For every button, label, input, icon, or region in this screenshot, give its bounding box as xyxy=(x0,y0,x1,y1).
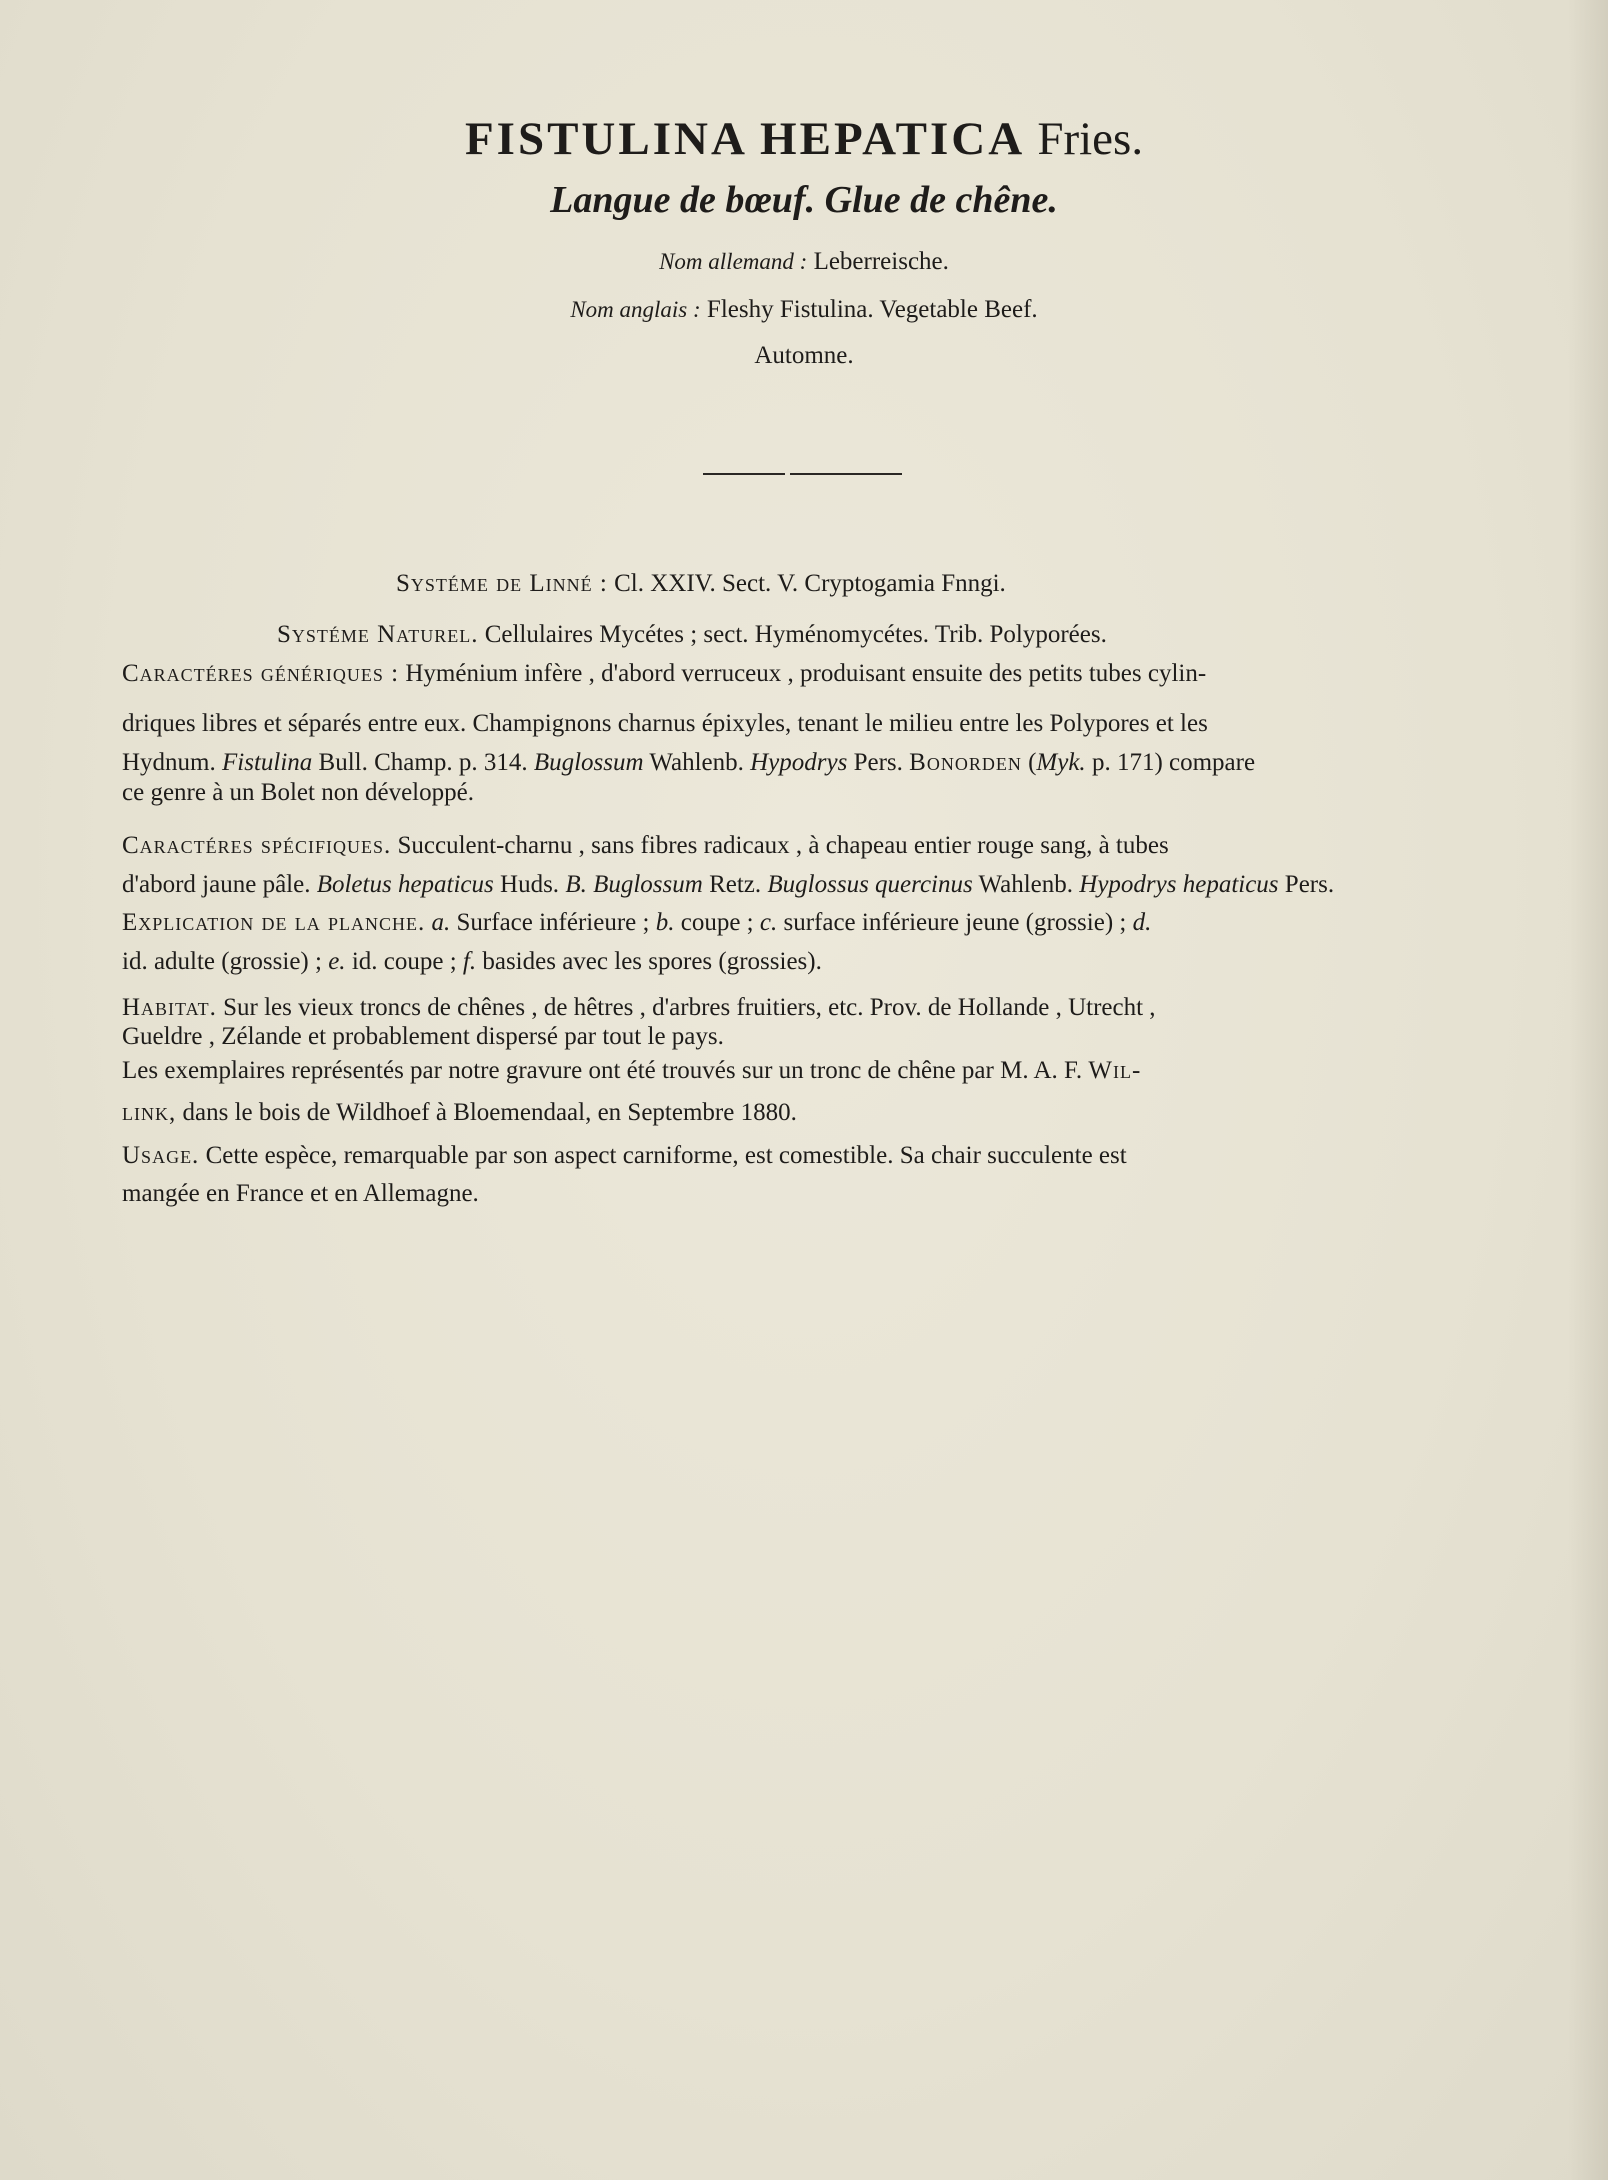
fig-a: a. xyxy=(431,909,451,936)
systeme-linne xyxy=(396,571,1006,596)
specimens-collector-1: Wil- xyxy=(1088,1057,1142,1084)
fig-d: d. xyxy=(1132,909,1152,936)
specific-characters-label: Caractéres spécifiques. xyxy=(122,832,392,859)
usage-line-1 xyxy=(122,1143,1127,1168)
generic-characters-line-1 xyxy=(122,661,1206,686)
text-boletus-hepaticus: Boletus hepaticus xyxy=(316,871,494,898)
usage-line-2: mangée en France et en Allemagne. xyxy=(122,1180,479,1207)
specimens-line-2 xyxy=(122,1100,797,1125)
english-name-value: Fleshy Fistulina. Vegetable Beef. xyxy=(706,296,1038,323)
systeme-naturel-label: Systéme Naturel. xyxy=(277,621,479,648)
text-huds: Huds. xyxy=(500,871,560,898)
text-wahlenb-2: Wahlenb. xyxy=(978,871,1074,898)
fig-b: b. xyxy=(655,909,675,936)
habitat-label: Habitat. xyxy=(122,994,217,1021)
text-myk: Myk. xyxy=(1036,749,1086,776)
text-pers-2: Pers. xyxy=(1284,871,1335,898)
habitat-line-2: Gueldre , Zélande et probablement dispersé par tout le pays. xyxy=(122,1023,724,1050)
text-buglossum: Buglossum xyxy=(533,749,644,776)
specific-characters-line-1 xyxy=(122,833,1169,858)
text-open-paren: ( xyxy=(1028,749,1037,776)
english-name xyxy=(0,296,1608,324)
text-page-compare: p. 171) compare xyxy=(1091,749,1256,776)
specimens-collector-2: link, xyxy=(122,1099,177,1126)
german-name-value: Leberreische. xyxy=(813,248,949,275)
fig-a-text: Surface inférieure ; xyxy=(456,909,650,936)
page-title xyxy=(0,112,1608,166)
page-edge-shadow xyxy=(1568,0,1608,2180)
fig-b-text: coupe ; xyxy=(680,909,754,936)
generic-characters-line-3 xyxy=(122,750,1255,775)
plate-explanation-label: Explication de la planche. xyxy=(122,909,426,936)
title-main: FISTULINA HEPATICA xyxy=(464,113,1023,165)
systeme-naturel xyxy=(277,622,1107,647)
text-hypodrys-hepaticus: Hypodrys hepaticus xyxy=(1079,871,1279,898)
specimens-text-2: dans le bois de Wildhoef à Bloemendaal, en Septembre 1880. xyxy=(182,1099,797,1126)
text-pers: Pers. xyxy=(853,749,903,776)
german-name-label: Nom allemand : xyxy=(659,249,808,274)
fig-e: e. xyxy=(328,948,346,975)
divider-rule-right xyxy=(790,473,902,475)
habitat-line-1 xyxy=(122,995,1156,1020)
usage-text-1: Cette espèce, remarquable par son aspect carniforme, est comestible. Sa chair succulente est xyxy=(205,1142,1127,1169)
fig-c-text: surface inférieure jeune (grossie) ; xyxy=(783,909,1127,936)
plate-explanation-line-1 xyxy=(122,910,1151,935)
specimens-text-1: Les exemplaires représentés par notre gravure ont été trouvés sur un tronc de chêne par M. A. F. xyxy=(122,1057,1083,1084)
systeme-linne-text: Cl. XXIV. Sect. V. Cryptogamia Fnngi. xyxy=(614,570,1006,597)
text-hypodrys: Hypodrys xyxy=(750,749,848,776)
title-author: Fries. xyxy=(1037,113,1144,165)
page-subtitle: Langue de bœuf. Glue de chêne. xyxy=(550,179,1058,221)
systeme-linne-label: Systéme de Linné : xyxy=(396,570,608,597)
generic-characters-line-4: ce genre à un Bolet non développé. xyxy=(122,779,474,806)
season: Automne. xyxy=(754,342,854,369)
text-fistulina: Fistulina xyxy=(222,749,313,776)
text-buglossus-quercinus: Buglossus quercinus xyxy=(767,871,973,898)
divider-rule-left xyxy=(703,473,785,475)
text-wahlenb: Wahlenb. xyxy=(649,749,744,776)
fig-e-text: id. coupe ; xyxy=(351,948,457,975)
specific-characters-line-2 xyxy=(122,872,1334,897)
english-name-label: Nom anglais : xyxy=(570,297,701,322)
text-jaune-pale: d'abord jaune pâle. xyxy=(122,871,311,898)
text-hydnum: Hydnum. xyxy=(122,749,216,776)
generic-characters-line-2: driques libres et séparés entre eux. Champignons charnus épixyles, tenant le milieu entre les Polypores et les xyxy=(122,710,1208,737)
text-bonorden: Bonorden xyxy=(909,749,1022,776)
fig-f: f. xyxy=(462,948,477,975)
german-name xyxy=(0,248,1608,276)
text-bull-champ: Bull. Champ. p. 314. xyxy=(318,749,528,776)
text-retz: Retz. xyxy=(709,871,762,898)
specific-characters-text-1: Succulent-charnu , sans fibres radicaux , à chapeau entier rouge sang, à tubes xyxy=(397,832,1169,859)
specimens-line-1 xyxy=(122,1058,1141,1083)
generic-characters-text-1: Hyménium infère , d'abord verruceux , produisant ensuite des petits tubes cylin- xyxy=(405,660,1207,687)
fig-f-text: basides avec les spores (grossies). xyxy=(482,948,822,975)
systeme-naturel-text: Cellulaires Mycétes ; sect. Hyménomycétes. Trib. Polyporées. xyxy=(484,621,1107,648)
fig-c: c. xyxy=(759,909,778,936)
fig-d-text: id. adulte (grossie) ; xyxy=(122,948,322,975)
habitat-text-1: Sur les vieux troncs de chênes , de hêtres , d'arbres fruitiers, etc. Prov. de Hollande , Utrecht , xyxy=(223,994,1156,1021)
text-b-buglossum: B. Buglossum xyxy=(565,871,703,898)
plate-explanation-line-2 xyxy=(122,949,822,974)
usage-label: Usage. xyxy=(122,1142,200,1169)
generic-characters-label: Caractéres génériques : xyxy=(122,660,400,687)
